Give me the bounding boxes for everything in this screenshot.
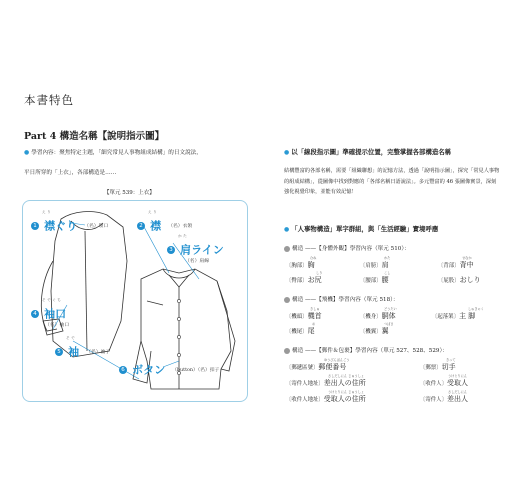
- vocab-item: 〔機尾〕尾: [286, 327, 315, 335]
- label-item-3: かた 3 肩ライン: [167, 239, 224, 258]
- vocab-item: 〔屁股〕おしり: [438, 276, 481, 284]
- vocab-item: 〔機身〕胴体: [360, 312, 396, 320]
- unit-label: 【單元 539：上衣】: [104, 190, 155, 196]
- label-item-1: えり 1 襟ぐり （名）領口: [31, 215, 108, 234]
- right-paragraph: 結構豐富的各部名稱，需要「組織聯想」的記憶方法，透過「說明指示圖」，探究「常見人事物的組成結構」，從圖像中找到對應的「各部名稱日語說法」。多元豐富的 46 張圖像實景，深刻強化視覺印象，並能有效記憶！: [284, 168, 500, 195]
- page-title: 本書特色: [24, 93, 74, 107]
- circle-bullet-icon: [284, 348, 290, 354]
- number-badge: 6: [119, 366, 127, 374]
- term-text: 襟: [150, 219, 162, 233]
- meaning-text-item-3: （名）肩線: [185, 259, 209, 264]
- circle-bullet-icon: [284, 297, 290, 303]
- vocab-item: 〔郵票〕切手: [420, 363, 456, 371]
- number-badge: 2: [137, 222, 145, 230]
- term-text: 袖: [68, 345, 80, 359]
- shirt-diagram: [22, 200, 248, 402]
- vocab-item: 〔肩膀〕肩: [360, 261, 389, 269]
- circle-bullet-icon: [284, 246, 290, 252]
- section-3-label: 構造 ——【郵件＆包裹】學習內容（單元 527、528、529）：: [284, 346, 448, 354]
- right-heading-2: ● 「人事物構造」單字群組，與「生活經驗」實境呼應: [284, 225, 439, 233]
- vocab-item: 〔胸部〕胸: [286, 261, 315, 269]
- label-item-4: そでぐち 4 袖口: [31, 303, 66, 322]
- bullet-icon: ●: [284, 226, 290, 233]
- term-text: 襟ぐり: [44, 219, 78, 233]
- term-text: ボタン: [132, 363, 166, 377]
- vocab-item: 〔腰部〕腰: [360, 276, 389, 284]
- term-text: 肩ライン: [180, 243, 224, 257]
- vocab-item: 〔收件人〕受取人: [420, 379, 468, 387]
- meaning-text: （名）袖子: [86, 350, 111, 355]
- vocab-item: 〔機頭〕機首: [286, 312, 322, 320]
- description-line-2: 平日所穿的「上衣」，各部構造是……: [24, 170, 117, 176]
- bullet-icon: ●: [24, 149, 30, 156]
- vocab-item: 〔背部〕背中: [438, 261, 474, 269]
- label-item-5: そで 5 袖 （名）袖子: [55, 341, 110, 360]
- label-item-2: えり 2 襟 （名）衣領: [137, 215, 192, 234]
- section-2-label: 構造 ——【飛機】學習內容（單元 518）：: [284, 295, 399, 303]
- vocab-item: 〔機翼〕翼: [360, 327, 389, 335]
- meaning-text-item-4: （名）袖口: [45, 323, 69, 328]
- label-item-6: [119, 359, 219, 378]
- vocab-item: 〔臀部〕お尻: [286, 276, 322, 284]
- bullet-icon: ●: [284, 149, 290, 156]
- meaning-text: （名）領口: [84, 224, 109, 229]
- term-text: 袖口: [44, 307, 67, 321]
- meaning-text: （名）衣領: [168, 224, 193, 229]
- part-heading: Part 4 構造名稱【說明指示圖】: [24, 131, 165, 142]
- vocab-item: 〔寄件人地址〕差出人の住所: [286, 379, 366, 387]
- number-badge: 1: [31, 222, 39, 230]
- number-badge: 3: [167, 246, 175, 254]
- vocab-item: 〔寄件人〕差出人: [420, 395, 468, 403]
- description-line-1: ● 學習內容：聚焦特定主題，「細究常見人事物組成結構」的日文說法，: [24, 149, 202, 156]
- number-badge: 5: [55, 348, 63, 356]
- vocab-item: 〔郵遞區號〕郵便番号: [286, 363, 347, 371]
- vocab-item: 〔收件人地址〕受取人の住所: [286, 395, 366, 403]
- number-badge: 4: [31, 310, 39, 318]
- meaning-text: （button）（名）扣子: [172, 368, 220, 373]
- section-1-label: 構造 ——【身體外觀】學習內容（單元 510）：: [284, 244, 410, 252]
- vocab-item: 〔起落架〕主 脚: [432, 312, 476, 320]
- right-heading-1: ● 以「線段指示圖」準確提示位置，完整掌握各部構造名稱: [284, 148, 452, 156]
